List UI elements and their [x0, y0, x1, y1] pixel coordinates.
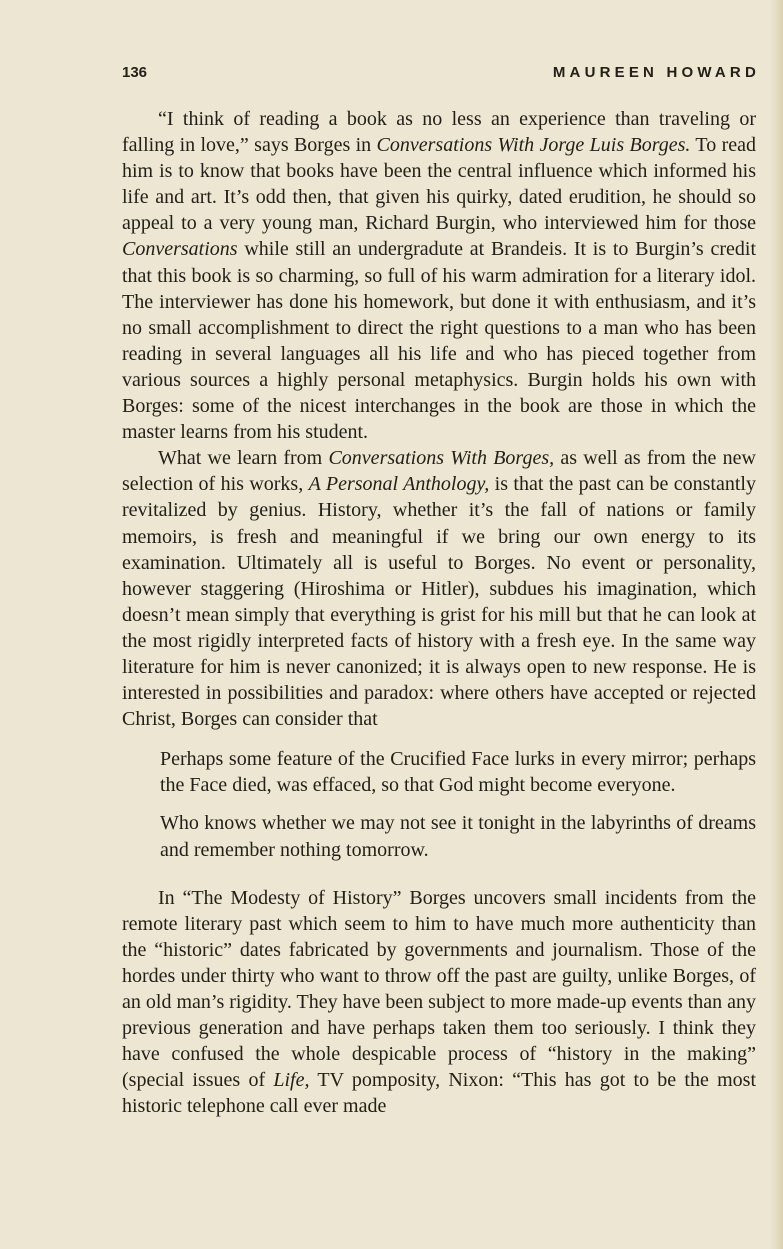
magazine-title: Life, — [273, 1069, 310, 1092]
quote-paragraph-2: Who knows whether we may not see it tonight in the labyrinths of dreams and remember nothing tomorrow. — [160, 812, 756, 861]
block-quote — [160, 746, 756, 862]
body-text — [122, 106, 756, 1119]
text-run: What we learn from — [158, 447, 329, 470]
page-number: 136 — [122, 64, 148, 81]
paragraph-1 — [122, 106, 756, 445]
text-run: “I think of reading a book as no less an experience than traveling or falling in love,” says Borges in — [122, 108, 756, 157]
text-run: is that the past can be constantly revitalized by genius. History, whether it’s the fall of nations or family memoirs, is fresh and meaningful if we bring our own energy to its examination. Ultimately all is useful to Borges. No event or personality, however staggering (Hiroshima or Hitler), subdues his imagination, which doesn’t mean simply that everything is grist for his mill but that he can look at the most rigidly interpreted facts of history with a fresh eye. In the same way literature for him is never canonized; it is always open to new response. He is interested in possibilities and paradox: where others have accepted or rejected Christ, Borges can consider that — [122, 473, 756, 731]
book-title: Conversations With Borges, — [328, 447, 555, 470]
text-run: In “The Modesty of History” Borges uncovers small incidents from the remote literary past which seem to him to have much more authenticity than the “historic” dates fabricated by governments and journalism. Those of the hordes under thirty who want to throw off the past are guilty, unlike Borges, of an old man’s rigidity. They have been subject to more made-up events than any previous generation and have perhaps taken them too seriously. I think they have confused the whole despicable process of “history in the making” (special issues of — [122, 886, 756, 1092]
text-run: TV pomposity, Nixon: “This has got to be the most historic telephone call ever made — [122, 1069, 757, 1118]
text-run: while still an undergradute at Brandeis. It is to Burgin’s credit that this book is so charming, so full of his warm admiration for a literary idol. The interviewer has done his homework, but done it with enthusiasm, and it’s no small accomplishment to direct the right questions to a man who has been reading in several languages all his life and who has pieced together from various sources a highly personal metaphysics. Burgin holds his own with Borges: some of the nicest interchanges in the book are those in which the master learns from his student. — [122, 238, 756, 444]
paragraph-3 — [122, 885, 756, 1120]
book-title: Conversations — [122, 238, 238, 261]
text-run: as well as from the new selection of his works, — [122, 447, 756, 496]
book-title: A Personal Anthology, — [308, 473, 490, 496]
page-edge-shadow — [769, 0, 783, 1249]
quote-paragraph-1: Perhaps some feature of the Crucified Face lurks in every mirror; perhaps the Face died, was effaced, so that God might become everyone. — [160, 748, 756, 797]
page-header — [122, 64, 760, 88]
text-run: To read him is to know that books have been the central influence which informed his life and art. It’s odd then, that given his quirky, dated erudition, he should so appeal to a very young man, Richard Burgin, who interviewed him for those — [122, 134, 757, 235]
book-title: Conversations With Jorge Luis Borges. — [376, 134, 691, 157]
paragraph-2 — [122, 445, 756, 732]
running-head-author: MAUREEN HOWARD — [552, 64, 760, 81]
